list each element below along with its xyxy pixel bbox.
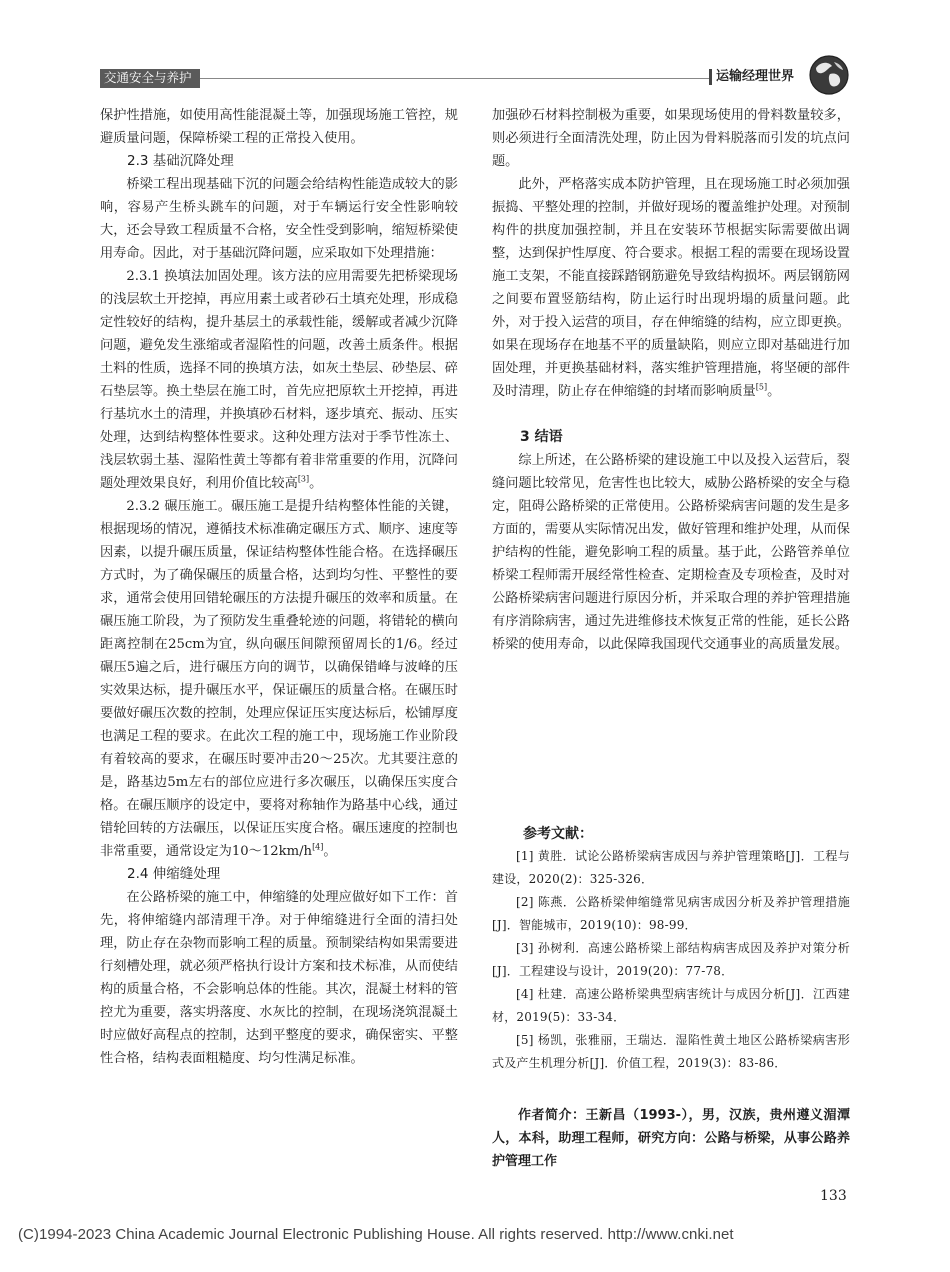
header-rule bbox=[200, 78, 710, 79]
paragraph-end: 。 bbox=[767, 384, 781, 399]
section-heading-2-4: 2.4 伸缩缝处理 bbox=[127, 866, 221, 882]
citation-3: [3] bbox=[297, 474, 310, 484]
references-list bbox=[492, 845, 850, 1075]
author-bio: 作者简介：王新昌（1993-），男，汉族，贵州遵义湄潭人，本科，助理工程师，研究方向：公路与桥梁，从事公路养护管理工作 bbox=[492, 1108, 850, 1169]
citation-5: [5] bbox=[755, 382, 768, 392]
paragraph-end: 。 bbox=[309, 476, 323, 491]
paragraph: 在公路桥梁的施工中，伸缩缝的处理应做好如下工作：首先，将伸缩缝内部清理干净。对于伸缩缝进行全面的清扫处理，防止存在杂物而影响工程的质量。预制梁结构如果需要进行刻槽处理，就必须严格执行设计方案和技术标准，从而使结构的质量合格，不会影响总体的性能。其次，混凝土材料的管控尤为重要，落实坍落度、水灰比的控制，在现场浇筑混凝土时应做好高程点的控制，达到平整度的要求，确保密实、平整性合格，结构表面粗糙度、均匀性满足标准。 bbox=[100, 890, 458, 1066]
header-divider bbox=[709, 69, 712, 85]
paragraph-text: 2.3.1 换填法加固处理。该方法的应用需要先把桥梁现场的浅层软土开挖掉，再应用素土或者砂石土填充处理，形成稳定性较好的结构，提升基层土的承载性能，缓解或者减少沉降问题，避免发生涨缩或者湿陷性的问题，改善土质条件。根据土料的性质，选择不同的换填方法，如灰土垫层、砂垫层、碎石垫层等。换土垫层在施工时，首先应把原软土开挖掉，再进行基坑水土的清理，并换填砂石材料，逐步填充、振动、压实处理，达到结构整体性要求。这种处理方法对于季节性冻土、浅层软弱土基、湿陷性黄土等都有着非常重要的作用，沉降问题处理效果良好，利用价值比较高 bbox=[100, 269, 458, 491]
globe-icon bbox=[808, 54, 850, 96]
reference-item: [4] 杜建．高速公路桥梁典型病害统计与成因分析[J]．江西建材，2019(5)：33-34． bbox=[492, 987, 850, 1024]
paragraph-2-3-2 bbox=[100, 495, 458, 863]
section-heading-3: 3 结语 bbox=[520, 429, 563, 445]
references-title: 参考文献： bbox=[523, 826, 593, 842]
right-column bbox=[492, 104, 850, 656]
magazine-title: 运输经理世界 bbox=[716, 69, 795, 84]
reference-item: [1] 黄胜．试论公路桥梁病害成因与养护管理策略[J]．工程与建设，2020(2)：325-326． bbox=[492, 849, 850, 886]
paragraph-2-3-1 bbox=[100, 265, 458, 495]
paragraph-text: 此外，严格落实成本防护管理，且在现场施工时必须加强振捣、平整处理的控制，并做好现场的覆盖维护处理。对预制构件的拱度加强控制，并且在安装环节根据实际需要做出调整，达到保护性厚度、符合要求。根据工程的需要在现场设置施工支架，不能直接踩踏钢筋避免导致结构损坏。两层钢筋网之间要布置竖筋结构，防止运行时出现坍塌的质量问题。此外，对于投入运营的项目，存在伸缩缝的结构，应立即更换。如果在现场存在地基不平的质量缺陷，则应立即对基础进行加固处理，并更换基础材料，落实维护管理措施，将坚硬的部件及时清理，防止存在伸缩缝的封堵而影响质量 bbox=[492, 177, 850, 399]
reference-item: [5] 杨凯，张雅丽，王瑞达．湿陷性黄土地区公路桥梁病害形式及产生机理分析[J]．价值工程，2019(3)：83-86． bbox=[492, 1033, 850, 1070]
paragraph-text: 2.3.2 碾压施工。碾压施工是提升结构整体性能的关键，根据现场的情况，遵循技术标准确定碾压方式、顺序、速度等因素，以提升碾压质量，保证结构整体性能合格。在选择碾压方式时，为了确保碾压的质量合格，达到均匀性、平整性的要求，通常会使用回错轮碾压的方法提升碾压的效率和质量。在碾压施工阶段，为了预防发生重叠轮迹的问题，将错轮的横向距离控制在25cm为宜，纵向碾压间隙预留周长的1/6。经过碾压5遍之后，进行碾压方向的调节，以确保错峰与波峰的压实效果达标，提升碾压水平，保证碾压的质量合格。在碾压时要做好碾压次数的控制，处理应保证压实度达标后，松铺厚度也满足工程的要求。在此次工程的施工中，现场施工作业阶段有着较高的要求，在碾压时要冲击20～25次。尤其要注意的是，路基边5m左右的部位应进行多次碾压，以确保压实度合格。在碾压顺序的设定中，要将对称轴作为路基中心线，通过错轮回转的方法碾压，以保证压实度合格。碾压速度的控制也非常重要，通常设定为10～12km/h bbox=[100, 499, 458, 859]
citation-4: [4] bbox=[312, 842, 324, 852]
paragraph: 桥梁工程出现基础下沉的问题会给结构性能造成较大的影响，容易产生桥头跳车的问题，对于车辆运行安全性影响较大，还会导致工程质量不合格，安全性受到影响，缩短桥梁使用寿命。因此，对于基础沉降问题，应采取如下处理措施： bbox=[100, 177, 458, 261]
journal-section-label: 交通安全与养护 bbox=[100, 69, 200, 88]
copyright-footer: (C)1994-2023 China Academic Journal Electronic Publishing House. All rights reserved. http://www.cnki.net bbox=[18, 1226, 734, 1243]
page-number: 133 bbox=[820, 1188, 847, 1204]
reference-item: [3] 孙树利．高速公路桥梁上部结构病害成因及养护对策分析[J]．工程建设与设计，2019(20)：77-78． bbox=[492, 941, 850, 978]
paragraph-end: 。 bbox=[323, 844, 337, 859]
left-column bbox=[100, 104, 458, 1070]
reference-item: [2] 陈燕．公路桥梁伸缩缝常见病害成因分析及养护管理措施[J]．智能城市，2019(10)：98-99． bbox=[492, 895, 850, 932]
paragraph: 加强砂石材料控制极为重要，如果现场使用的骨料数量较多，则必须进行全面清洗处理，防止因为骨料脱落而引发的坑点问题。 bbox=[492, 108, 850, 169]
paragraph: 保护性措施，如使用高性能混凝土等，加强现场施工管控，规避质量问题，保障桥梁工程的正常投入使用。 bbox=[100, 108, 458, 146]
paragraph: 综上所述，在公路桥梁的建设施工中以及投入运营后，裂缝问题比较常见，危害性也比较大，威胁公路桥梁的安全与稳定，阻碍公路桥梁的正常使用。公路桥梁病害问题的发生是多方面的，需要从实际情况出发，做好管理和维护处理，从而保护结构的性能，避免影响工程的质量。基于此，公路管养单位桥梁工程师需开展经常性检查、定期检查及专项检查，及时对公路桥梁病害问题进行原因分析，并采取合理的养护管理措施有序消除病害，通过先进维修技术恢复正常的性能，延长公路桥梁的使用寿命，以此保障我国现代交通事业的高质量发展。 bbox=[492, 453, 850, 652]
paragraph bbox=[492, 173, 850, 403]
section-heading-2-3: 2.3 基础沉降处理 bbox=[127, 153, 234, 169]
